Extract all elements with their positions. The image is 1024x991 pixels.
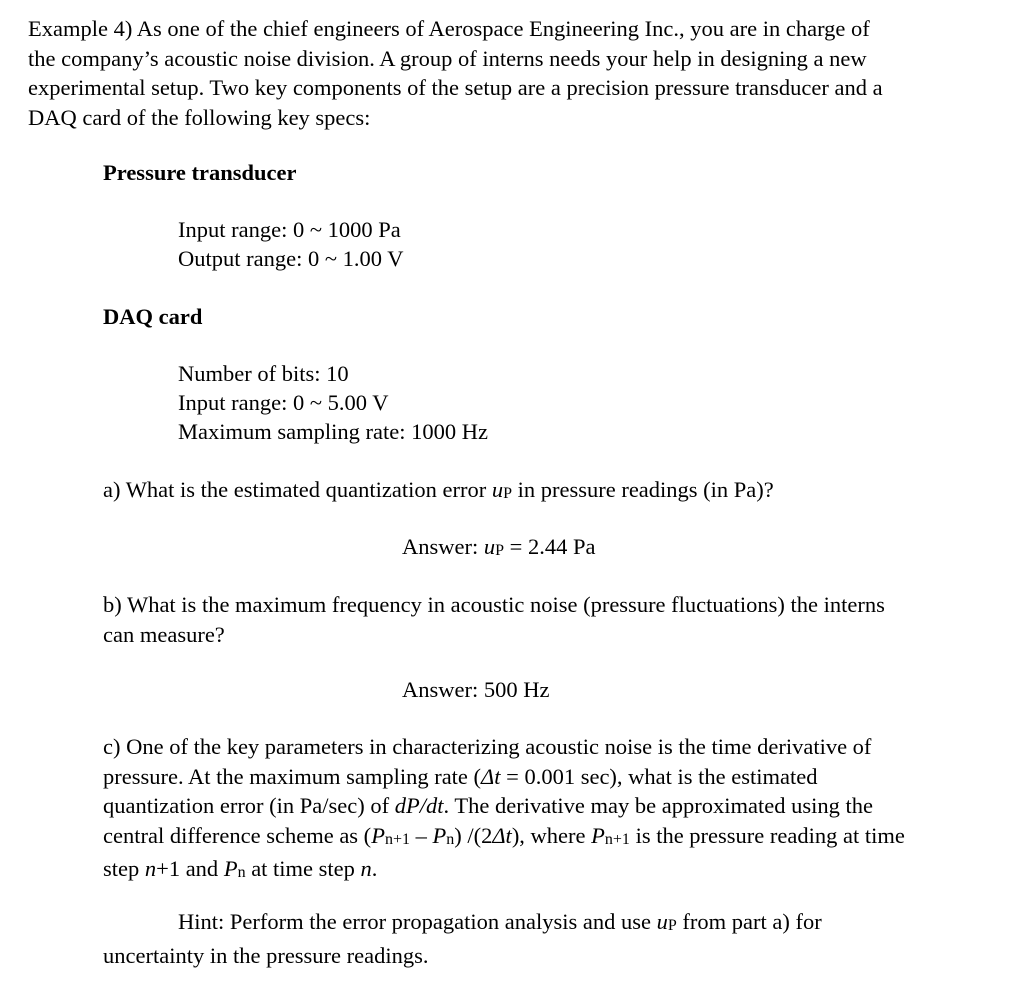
question-c [103, 732, 1003, 888]
daq-input-range: Input range: 0 ~ 5.00 V [178, 390, 389, 415]
question-c-line-4: central difference scheme as (Pn+1 – Pn) /(2Δt), where Pn+1 is the pressure reading at time [103, 822, 905, 848]
hint-line-2: uncertainty in the pressure readings. [103, 942, 429, 968]
question-b-line-2: can measure? [103, 621, 225, 647]
intro-line-3: experimental setup. Two key components of the setup are a precision pressure transducer and a [28, 75, 883, 100]
answer-a: Answer: uP = 2.44 Pa [402, 534, 596, 559]
hint [103, 907, 1003, 970]
question-c-line-1: c) One of the key parameters in characterizing acoustic noise is the time derivative of [103, 734, 872, 759]
question-c-line-2: pressure. At the maximum sampling rate (Δt = 0.001 sec), what is the estimated [103, 763, 818, 789]
question-c-line-5: step n+1 and Pn at time step n. [103, 856, 378, 881]
hint-line-1: Hint: Perform the error propagation analysis and use uP from part a) for [178, 909, 822, 934]
intro-line-4: DAQ card of the following key specs: [28, 104, 371, 130]
question-b-line-1: b) What is the maximum frequency in acoustic noise (pressure fluctuations) the interns [103, 592, 885, 617]
daq-bits: Number of bits: 10 [178, 361, 349, 386]
daq-heading: DAQ card [103, 304, 203, 329]
intro-line-1: Example 4) As one of the chief engineers of Aerospace Engineering Inc., you are in charge of [28, 16, 870, 41]
transducer-heading: Pressure transducer [103, 160, 297, 185]
question-c-line-3: quantization error (in Pa/sec) of dP/dt. The derivative may be approximated using the [103, 793, 873, 818]
question-b [103, 590, 1003, 649]
answer-b: Answer: 500 Hz [402, 677, 550, 702]
question-a-text: a) What is the estimated quantization error uP in pressure readings (in Pa)? [103, 477, 774, 502]
transducer-output-range: Output range: 0 ~ 1.00 V [178, 246, 404, 271]
question-a [103, 475, 1003, 509]
transducer-input-range: Input range: 0 ~ 1000 Pa [178, 217, 401, 242]
daq-sampling-rate: Maximum sampling rate: 1000 Hz [178, 419, 488, 444]
intro-line-2: the company’s acoustic noise division. A group of interns needs your help in designing a new [28, 45, 867, 71]
intro-paragraph [28, 14, 1003, 132]
